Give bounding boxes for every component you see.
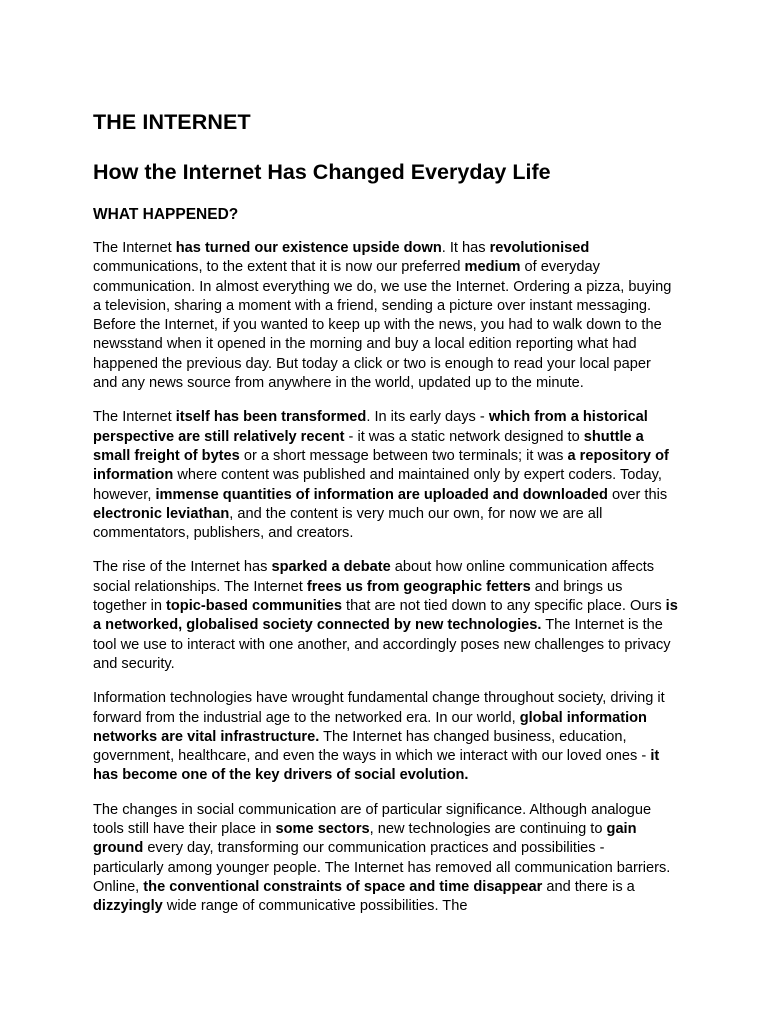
text-run: over this (607, 486, 668, 503)
bold-text-run: a repository of information (93, 447, 669, 484)
text-run: communications, to the extent that it is now our preferred (93, 259, 465, 276)
bold-text-run: revolutionised (489, 240, 590, 256)
text-run: The Internet (93, 240, 176, 256)
section-heading: WHAT HAPPENED? (93, 206, 239, 223)
text-run: about how online communication affects social relationships. The Internet (93, 559, 655, 595)
bold-text-run: immense quantities of information are uploaded and downloaded (155, 486, 608, 503)
text-run: where content was published and maintained only by expert coders. Today, however, (93, 467, 662, 503)
document-subtitle: How the Internet Has Changed Everyday Life (93, 160, 551, 184)
text-run: The Internet is the tool we use to interact with one another, and accordingly poses new challenges to privacy and security. (93, 617, 671, 672)
text-run: of everyday communication. In almost everything we do, we use the Internet. Ordering a pizza, buying a television, sharing a moment with a friend, sending a picture over instant messaging. Before the Internet, if you wanted to keep up with the news, you had to walk down to the newsstand when it opened in the morning and buy a local edition reporting what had happened the previous day. But today a click or two is enough to read your local paper and any news source from anywhere in the world, updated up to the minute. (93, 259, 672, 392)
paragraph (93, 558, 678, 674)
text-run: or a short message between two terminals; it was (239, 447, 568, 464)
bold-text-run: itself has been transformed (175, 409, 367, 426)
paragraph (93, 239, 678, 393)
text-run: . In its early days - (366, 409, 489, 426)
bold-text-run: gain ground (93, 821, 637, 857)
document-content (93, 108, 678, 917)
paragraph (93, 801, 678, 917)
bold-text-run: it has become one of the key drivers of social evolution. (93, 748, 660, 784)
text-run: - it was a static network designed to (344, 428, 584, 445)
bold-text-run: electronic leviathan (93, 505, 230, 522)
bold-text-run: the conventional constraints of space and time disappear (143, 878, 543, 895)
text-run: Information technologies have wrought fundamental change throughout society, driving it forward from the industrial age to the networked era. In our world, (93, 690, 665, 726)
text-run: every day, transforming our communication practices and possibilities - particularly among younger people. The Internet has removed all communication barriers. Online, (93, 840, 671, 895)
text-run: , new technologies are continuing to (369, 821, 607, 838)
bold-text-run: has turned our existence upside down (175, 240, 442, 256)
text-run: , and the content is very much our own, for now we are all commentators, publishers, and creators. (93, 505, 603, 542)
bold-text-run: sparked a debate (271, 559, 391, 576)
text-run: . It has (441, 240, 490, 256)
text-run: and there is a (542, 878, 635, 895)
bold-text-run: some sectors (275, 821, 370, 838)
bold-text-run: is a networked, globalised society connected by new technologies. (93, 598, 678, 634)
document-title: THE INTERNET (93, 110, 251, 134)
bold-text-run: frees us from geographic fetters (306, 578, 531, 595)
bold-text-run: global information networks are vital infrastructure. (93, 709, 647, 745)
text-run: that are not tied down to any specific place. Ours (342, 598, 666, 615)
paragraph (93, 689, 678, 785)
text-run: wide range of communicative possibilities. The (162, 898, 468, 915)
text-run: and brings us together in (93, 578, 623, 615)
bold-text-run: which from a historical perspective are still relatively recent (93, 409, 648, 445)
text-run: The Internet (93, 409, 176, 426)
bold-text-run: medium (464, 259, 521, 276)
text-run: The Internet has changed business, education, government, healthcare, and even the ways in which we interact with our loved ones - (93, 728, 651, 765)
bold-text-run: topic-based communities (166, 598, 342, 615)
bold-text-run: shuttle a small freight of bytes (93, 428, 644, 464)
text-run: The changes in social communication are of particular significance. Although analogue tools still have their place in (93, 801, 652, 838)
text-run: The rise of the Internet has (93, 559, 272, 576)
paragraph (93, 408, 678, 543)
bold-text-run: dizzyingly (93, 898, 163, 915)
